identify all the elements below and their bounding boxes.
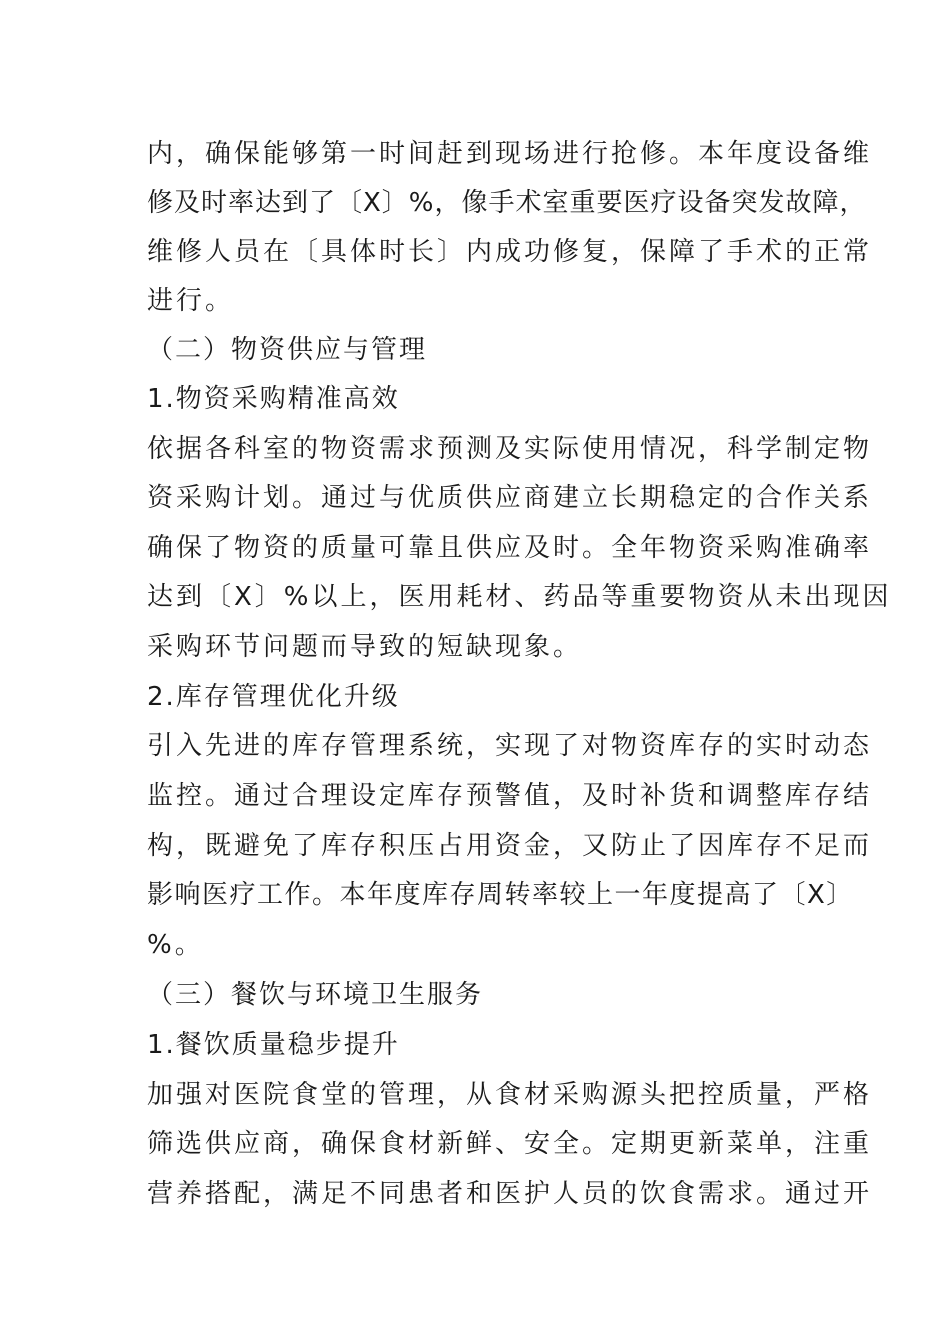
- subsection-heading: 2.库存管理优化升级: [147, 682, 400, 712]
- paragraph-line: 依据各科室的物资需求预测及实际使用情况，科学制定物: [147, 434, 873, 464]
- section-heading: （二）物资供应与管理: [147, 335, 428, 365]
- paragraph-line: 监控。通过合理设定库存预警值，及时补货和调整库存结: [147, 781, 873, 811]
- paragraph-line: %。: [147, 930, 204, 960]
- paragraph-line: 引入先进的库存管理系统，实现了对物资库存的实时动态: [147, 731, 873, 761]
- paragraph-line: 资采购计划。通过与优质供应商建立长期稳定的合作关系: [147, 483, 873, 513]
- paragraph-line: 加强对医院食堂的管理，从食材采购源头把控质量，严格: [147, 1080, 873, 1110]
- paragraph-line: 采购环节问题而导致的短缺现象。: [147, 632, 583, 662]
- subsection-heading: 1.餐饮质量稳步提升: [147, 1030, 400, 1060]
- paragraph-line: 达到〔X〕%以上，医用耗材、药品等重要物资从未出现因: [147, 582, 892, 612]
- paragraph-line: 影响医疗工作。本年度库存周转率较上一年度提高了〔X〕: [147, 880, 854, 910]
- paragraph-line: 修及时率达到了〔X〕%，像手术室重要医疗设备突发故障，: [147, 188, 867, 218]
- paragraph-line: 内，确保能够第一时间赶到现场进行抢修。本年度设备维: [147, 139, 873, 169]
- paragraph-line: 维修人员在〔具体时长〕内成功修复，保障了手术的正常: [147, 237, 873, 267]
- paragraph-line: 营养搭配，满足不同患者和医护人员的饮食需求。通过开: [147, 1179, 873, 1209]
- subsection-heading: 1.物资采购精准高效: [147, 384, 400, 414]
- section-heading: （三）餐饮与环境卫生服务: [147, 980, 484, 1010]
- paragraph-line: 筛选供应商，确保食材新鲜、安全。定期更新菜单，注重: [147, 1129, 873, 1159]
- paragraph-line: 进行。: [147, 286, 235, 316]
- paragraph-line: 构，既避免了库存积压占用资金，又防止了因库存不足而: [147, 831, 873, 861]
- paragraph-line: 确保了物资的质量可靠且供应及时。全年物资采购准确率: [147, 533, 873, 563]
